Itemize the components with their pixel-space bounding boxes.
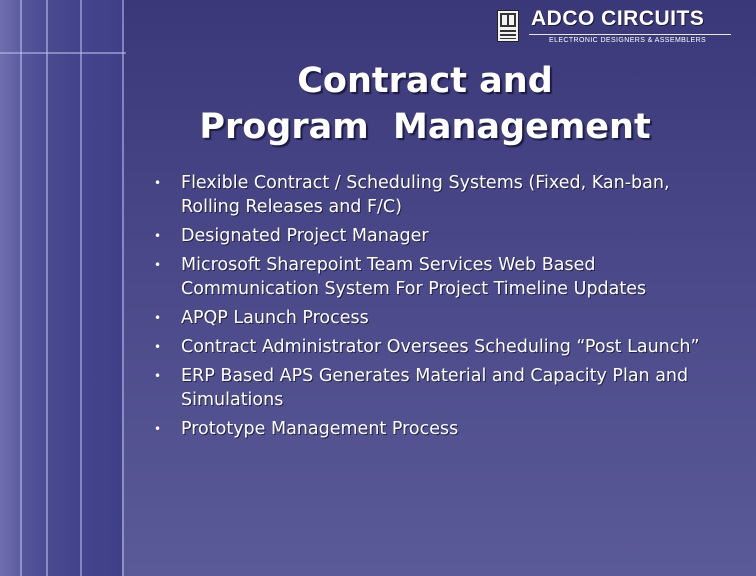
bullet-icon: • [154,422,162,436]
bullet-text: APQP Launch Process [181,308,369,328]
logo-divider [529,34,731,35]
bullet-icon: • [154,369,162,383]
bullet-text: Flexible Contract / Scheduling Systems (Fixed, Kan-ban, Rolling Releases and F/C) [181,173,670,217]
bullet-text: Prototype Management Process [181,419,459,439]
bullet-text: Contract Administrator Oversees Scheduling “Post Launch” [181,337,700,357]
decor-stripe [0,0,22,576]
bullet-text: Microsoft Sharepoint Team Services Web Based Communication System For Project Timeline Updates [181,255,647,299]
title-line-2: Program Management [199,107,651,147]
company-tagline: ELECTRONIC DESIGNERS & ASSEMBLERS [549,37,707,44]
logo-emblem-icon [497,10,519,42]
list-item [150,224,710,248]
bullet-text: Designated Project Manager [181,226,429,246]
bullet-icon: • [154,229,162,243]
list-item [150,335,710,359]
bullet-list [150,171,710,446]
list-item [150,417,710,441]
decor-line [122,0,124,576]
bullet-icon: • [154,258,162,272]
company-logo [497,8,733,44]
list-item [150,364,710,412]
decor-line [0,52,126,54]
list-item [150,306,710,330]
decor-stripe [48,0,82,576]
list-item [150,253,710,301]
bullet-icon: • [154,340,162,354]
decor-line [80,0,82,576]
title-line-1: Contract and [297,61,553,101]
decor-stripe [82,0,122,576]
bullet-text: ERP Based APS Generates Material and Capacity Plan and Simulations [181,366,689,410]
company-name: ADCO CIRCUITS [531,7,705,30]
bullet-icon: • [154,311,162,325]
decor-line [46,0,48,576]
list-item [150,171,710,219]
decor-line [20,0,22,576]
slide-title [130,58,720,150]
bullet-icon: • [154,176,162,190]
decor-stripe [22,0,48,576]
